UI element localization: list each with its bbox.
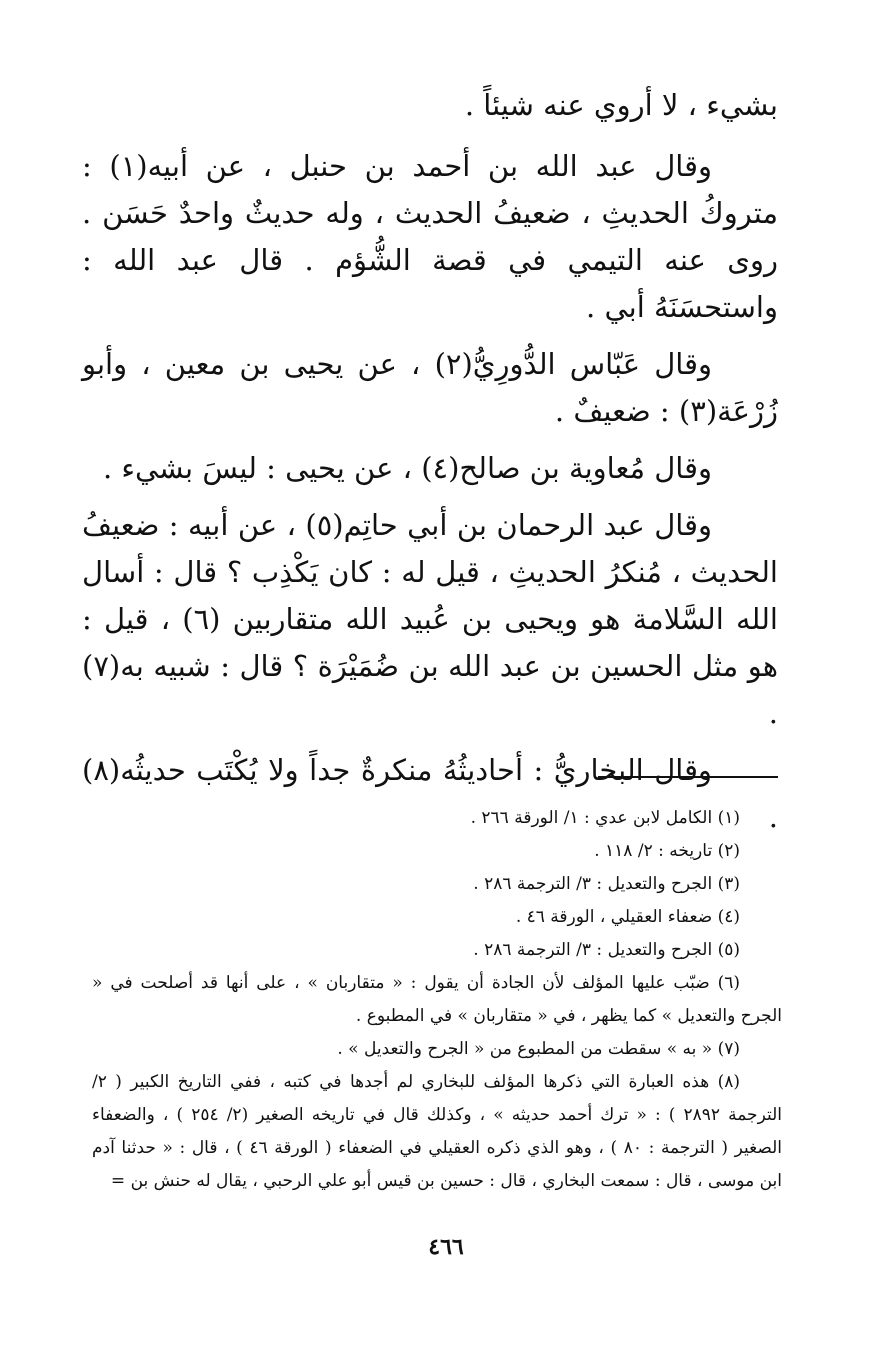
footnote-6: (٦) ضبّب عليها المؤلف لأن الجادة أن يقول : « متقاربان » ، على أنها قد أصلحت في « الجرح والتعديل » كما يظهر ، في « متقاربان » في المطبوع . <box>92 973 782 1026</box>
footnote-4: (٤) ضعفاء العقيلي ، الورقة ٤٦ . <box>515 907 740 927</box>
paragraph-muawiya-ibn-salih: وقال مُعاوية بن صالح(٤) ، عن يحيى : ليسَ بشيء . <box>102 451 712 485</box>
footnote-2: (٢) تاريخه : ٢/ ١١٨ . <box>594 841 740 861</box>
main-text <box>82 82 778 851</box>
paragraph-ahmad-ibn-hanbal: وقال عبد الله بن أحمد بن حنبل ، عن أبيه(١) : متروكُ الحديثِ ، ضعيفُ الحديث ، وله حديثٌ واحدٌ حَسَن . روى عنه التيمي في قصة الشُّؤم . قال عبد الله : واستحسَنَهُ أبي . <box>82 149 778 324</box>
paragraph-ibn-abi-hatim: وقال عبد الرحمان بن أبي حاتِم(٥) ، عن أبيه : ضعيفُ الحديث ، مُنكرُ الحديثِ ، قيل له : كان يَكْذِب ؟ قال : أسال الله السَّلامة هو ويحيى بن عُبيد الله متقاربين (٦) ، قيل : هو مثل الحسين بن عبد الله بن ضُمَيْرَة ؟ قال : شبيه به(٧) . <box>82 508 778 730</box>
page-number: ٤٦٦ <box>428 1234 464 1260</box>
footnote-7: (٧) « به » سقطت من المطبوع من « الجرح والتعديل » . <box>337 1039 740 1059</box>
footnote-8: (٨) هذه العبارة التي ذكرها المؤلف للبخاري لم أجدها في كتبه ، ففي التاريخ الكبير ( ٢/ الترجمة ٢٨٩٢ ) : « ترك أحمد حديثه » ، وكذلك قال في تاريخه الصغير (٢/ ٢٥٤ ) ، والضعفاء الصغير ( الترجمة : ٨٠ ) ، وهو الذي ذكره العقيلي في الضعفاء ( الورقة ٤٦ ) ، قال : « حدثنا آدم ابن موسى ، قال : سمعت البخاري ، قال : حسين بن قيس أبو علي الرحبي ، يقال له حنش بن = <box>92 1072 782 1191</box>
footnote-5: (٥) الجرح والتعديل : ٣/ الترجمة ٢٨٦ . <box>473 940 740 960</box>
footnote-1: (١) الكامل لابن عدي : ١/ الورقة ٢٦٦ . <box>470 808 740 828</box>
paragraph-continuation: بشيء ، لا أروي عنه شيئاً . <box>464 88 778 122</box>
paragraph-bukhari: وقال البخاريُّ : أحاديثُهُ منكرةٌ جداً ولا يُكْتَب حديثُه(٨) . <box>82 753 778 834</box>
footnote-3: (٣) الجرح والتعديل : ٣/ الترجمة ٢٨٦ . <box>473 874 740 894</box>
footnote-separator <box>598 776 778 778</box>
footnotes <box>92 802 782 1198</box>
paragraph-abbas-aldouri: وقال عَبّاس الدُّورِيُّ(٢) ، عن يحيى بن معين ، وأبو زُرْعَة(٣) : ضعيفٌ . <box>82 347 778 428</box>
